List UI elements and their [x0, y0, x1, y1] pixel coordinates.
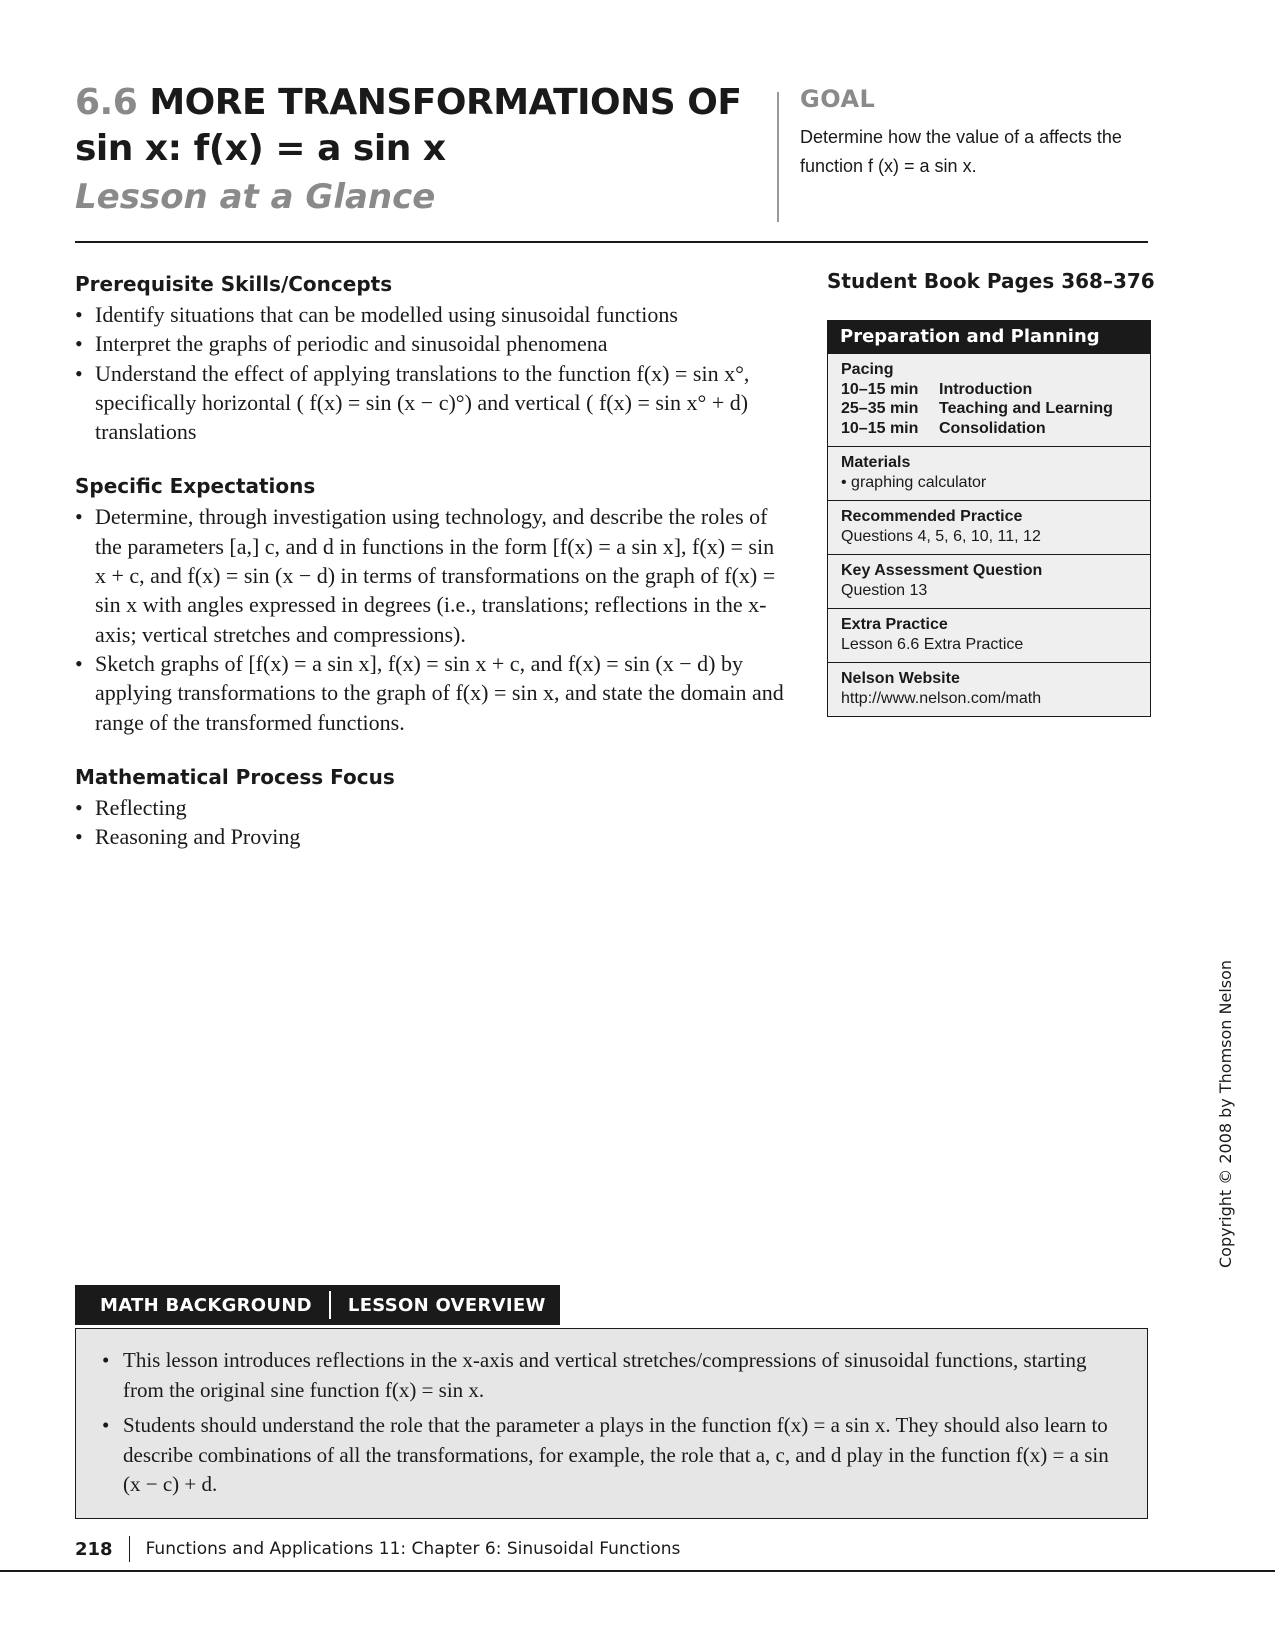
pacing-activity: Introduction — [939, 380, 1033, 398]
website-label: Nelson Website — [841, 670, 960, 687]
header-divider — [777, 92, 779, 222]
list-item: • Reasoning and Proving — [75, 822, 785, 851]
list-item: • Sketch graphs of [f(x) = a sin x], f(x) = sin x + c, and f(x) = sin (x − d) by applying transformations to the graph of f(x) = sin x, and state the domain and range of the transformed functions. — [75, 649, 785, 737]
main-content — [75, 270, 785, 877]
lesson-title-line1 — [75, 80, 755, 126]
expectations-list — [75, 502, 785, 736]
expectations-heading: Specific Expectations — [75, 474, 316, 499]
key-question-value: Question 13 — [841, 581, 928, 599]
preparation-heading: Preparation and Planning — [828, 321, 1150, 353]
lesson-number: 6.6 — [75, 82, 138, 123]
footer-text: Functions and Applications 11: Chapter 6: Sinusoidal Functions — [145, 1539, 681, 1559]
website-row — [828, 662, 1150, 716]
page-number: 218 — [75, 1538, 113, 1560]
list-item: • This lesson introduces reflections in the x-axis and vertical stretches/compressions of sinusoidal functions, starting from the original sine function f(x) = sin x. — [102, 1346, 1117, 1405]
tab-math-background: MATH BACKGROUND — [100, 1294, 312, 1316]
extra-practice-label: Extra Practice — [841, 616, 948, 633]
goal-label: GOAL — [800, 85, 876, 113]
list-item: • Interpret the graphs of periodic and sinusoidal phenomena — [75, 329, 785, 358]
prerequisites-section — [75, 270, 785, 446]
list-item: • Identify situations that can be modelled using sinusoidal functions — [75, 300, 785, 329]
prerequisites-heading: Prerequisite Skills/Concepts — [75, 272, 393, 296]
preparation-panel — [827, 320, 1151, 717]
tab-lesson-overview: LESSON OVERVIEW — [347, 1294, 546, 1316]
goal-block — [800, 85, 1160, 181]
practice-row — [828, 500, 1150, 554]
background-tabbar — [75, 1285, 560, 1325]
pacing-time: 10–15 min — [841, 419, 919, 437]
key-question-row — [828, 554, 1150, 608]
background-list — [102, 1346, 1117, 1500]
extra-practice-value: Lesson 6.6 Extra Practice — [841, 635, 1024, 653]
pacing-row — [828, 353, 1150, 446]
pacing-time: 10–15 min — [841, 380, 919, 398]
practice-label: Recommended Practice — [841, 508, 1023, 525]
background-box — [75, 1328, 1148, 1519]
page-footer — [75, 1536, 680, 1562]
lesson-title-block — [75, 80, 755, 222]
pacing-activity: Consolidation — [939, 419, 1046, 437]
list-item: • Students should understand the role that the parameter a plays in the function f(x) = a sin x. They should also learn to describe combinations of all the transformations, for example, the role that a, c, and d play in the function f(x) = a sin (x − c) + d. — [102, 1411, 1117, 1500]
copyright-notice: Copyright © 2008 by Thomson Nelson — [1216, 959, 1235, 1268]
footer-rule — [0, 1570, 1275, 1572]
pacing-line — [841, 380, 1137, 400]
pacing-label: Pacing — [841, 361, 894, 378]
lesson-subtitle: Lesson at a Glance — [75, 177, 436, 217]
list-item: • Determine, through investigation using technology, and describe the roles of the parameters [a,] c, and d in functions in the form [f(x) = a sin x], f(x) = sin x + c, and f(x) = sin (x − d) in terms of transformations on the graph of f(x) = sin x with angles expressed in degrees (i.e., translations; reflections in the x-axis; vertical stretches and compressions). — [75, 502, 785, 648]
pacing-time: 25–35 min — [841, 400, 919, 417]
lesson-title-line2: sin x: f(x) = a sin x — [75, 128, 446, 169]
process-focus-list — [75, 793, 785, 852]
materials-value: • graphing calculator — [841, 473, 987, 491]
pacing-line — [841, 399, 1137, 419]
footer-divider — [129, 1536, 130, 1562]
tab-divider — [329, 1291, 331, 1319]
materials-row — [828, 446, 1150, 500]
pacing-activity: Teaching and Learning — [939, 400, 1113, 417]
process-focus-heading: Mathematical Process Focus — [75, 764, 395, 789]
extra-practice-row — [828, 608, 1150, 662]
process-focus-section — [75, 763, 785, 852]
goal-text: Determine how the value of a affects the function f (x) = a sin x. — [800, 127, 1122, 176]
materials-label: Materials — [841, 454, 911, 471]
website-link[interactable]: http://www.nelson.com/math — [841, 689, 1042, 707]
lesson-title: MORE TRANSFORMATIONS OF — [149, 82, 742, 123]
pacing-line — [841, 419, 1137, 439]
header-rule — [75, 241, 1148, 243]
key-question-label: Key Assessment Question — [841, 562, 1043, 579]
expectations-section — [75, 472, 785, 736]
list-item: • Reflecting — [75, 793, 785, 822]
student-book-pages: Student Book Pages 368–376 — [827, 269, 1155, 293]
practice-value: Questions 4, 5, 6, 10, 11, 12 — [841, 527, 1041, 545]
prerequisites-list — [75, 300, 785, 446]
list-item: • Understand the effect of applying translations to the function f(x) = sin x°, specifically horizontal ( f(x) = sin (x − c)°) and vertical ( f(x) = sin x° + d) translations — [75, 359, 785, 447]
